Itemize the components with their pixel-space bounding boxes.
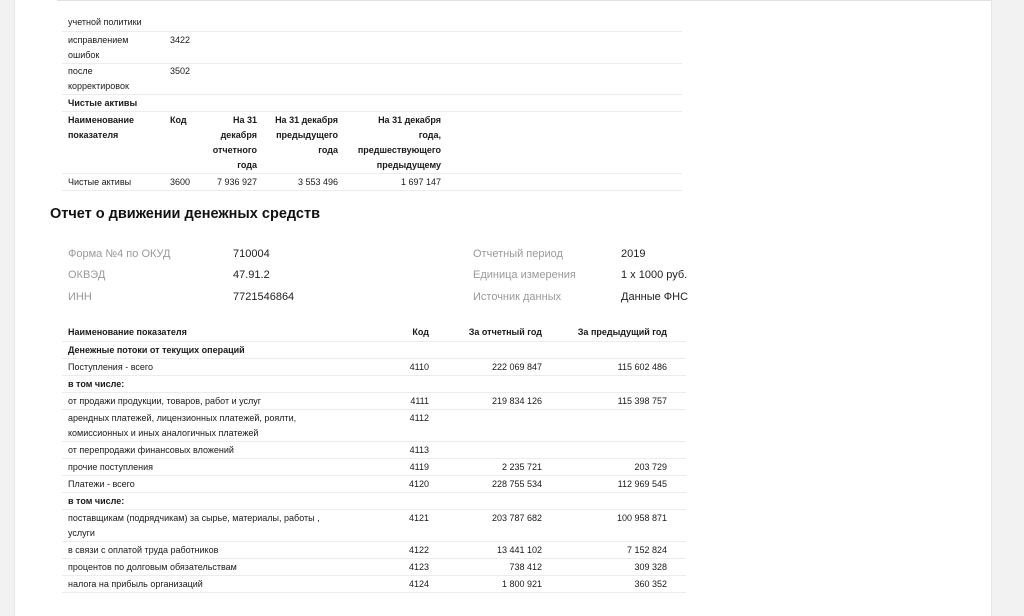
table-row-name-line2: комиссионных и иных аналогичных платежей	[68, 428, 259, 438]
meta-label-okud: Форма №4 по ОКУД	[68, 248, 171, 260]
meta-label-period: Отчетный период	[473, 248, 563, 260]
top-divider	[57, 0, 991, 1]
table-row-name: прочие поступления	[68, 462, 154, 472]
table-header-code: Код	[412, 327, 429, 337]
meta-label-source: Источник данных	[473, 291, 562, 303]
row-divider	[62, 592, 686, 593]
cash-flow-title: Отчет о движении денежных средств	[50, 206, 320, 222]
table-row-code: 4113	[409, 445, 429, 455]
table-row-code: 4112	[409, 413, 429, 423]
table-row-previous: 7 152 824	[626, 545, 667, 555]
table-row-name: Платежи - всего	[68, 479, 135, 489]
table-row-name: в связи с оплатой труда работников	[68, 545, 219, 555]
meta-value-okved: 47.91.2	[233, 269, 270, 281]
section-net-assets: Чистые активы	[68, 98, 138, 108]
table-row-previous: 100 958 871	[616, 513, 667, 523]
table-section-label: Денежные потоки от текущих операций	[68, 345, 245, 355]
row-name-line2: корректировок	[68, 81, 129, 91]
header-c3-line3: предшествующего	[357, 145, 441, 155]
row-divider	[62, 341, 686, 342]
table-header-name: Наименование показателя	[68, 327, 187, 337]
header-c1-line3: отчетного	[212, 145, 257, 155]
row-name-line1: после	[68, 66, 93, 76]
table-row-current: 219 834 126	[491, 396, 542, 406]
table-row-current: 738 412	[509, 562, 542, 572]
row-divider	[62, 94, 682, 95]
header-c2-line3: года	[318, 145, 338, 155]
table-header-previous: За предыдущий год	[577, 327, 667, 337]
row-divider	[62, 541, 686, 542]
table-row-code: 4119	[409, 462, 429, 472]
table-row-current: 222 069 847	[491, 362, 542, 372]
meta-label-inn: ИНН	[68, 291, 92, 303]
row-divider	[62, 31, 682, 32]
table-row-previous: 112 969 545	[617, 479, 667, 489]
header-c1-line1: На 31	[232, 115, 257, 125]
header-c1-line2: декабря	[220, 130, 257, 140]
row-divider	[62, 441, 686, 442]
table-row-name: налога на прибыль организаций	[68, 579, 203, 589]
table-row-code: 4110	[409, 362, 429, 372]
table-row-previous: 203 729	[634, 462, 667, 472]
table-row-current: 2 235 721	[501, 462, 542, 472]
row-divider	[62, 358, 686, 359]
table-row-current: 203 787 682	[491, 513, 542, 523]
header-code: Код	[170, 115, 187, 125]
row-divider	[62, 575, 686, 576]
row-code: 3422	[170, 35, 191, 45]
table-row-name: от продажи продукции, товаров, работ и услуг	[68, 396, 262, 406]
header-name-line1: Наименование	[68, 115, 135, 125]
header-c2-line1: На 31 декабря	[275, 115, 338, 125]
table-row-code: 4123	[408, 562, 429, 572]
report-page	[14, 0, 992, 616]
net-assets-row-c2: 3 553 496	[297, 177, 338, 187]
meta-label-unit: Единица измерения	[473, 269, 576, 281]
row-divider	[62, 111, 682, 112]
meta-label-okved: ОКВЭД	[68, 269, 106, 281]
table-row-code: 4122	[408, 545, 429, 555]
header-c1-line4: года	[237, 160, 257, 170]
table-row-name: Поступления - всего	[68, 362, 153, 372]
row-divider	[62, 190, 682, 191]
table-row-current: 228 755 534	[491, 479, 542, 489]
row-divider	[62, 392, 686, 393]
row-divider	[62, 375, 686, 376]
row-name-line1: исправлением	[68, 35, 129, 45]
table-row-previous: 309 328	[634, 562, 667, 572]
row-divider	[62, 492, 686, 493]
table-row-current: 13 441 102	[496, 545, 542, 555]
meta-value-unit: 1 x 1000 руб.	[621, 269, 688, 281]
table-subsection-label: в том числе:	[68, 496, 125, 506]
table-row-code: 4111	[410, 396, 429, 406]
table-header-current: За отчетный год	[468, 327, 542, 337]
meta-value-inn: 7721546864	[233, 291, 295, 303]
meta-value-period: 2019	[621, 248, 646, 260]
header-c3-line2: года,	[418, 130, 441, 140]
table-row-name: от перепродажи финансовых вложений	[68, 445, 234, 455]
table-row-previous: 115 398 757	[617, 396, 667, 406]
header-c3-line4: предыдущему	[376, 160, 441, 170]
row-divider	[62, 173, 682, 174]
table-row-previous: 115 602 486	[617, 362, 667, 372]
table-subsection-label: в том числе:	[68, 379, 125, 389]
meta-value-okud: 710004	[233, 248, 270, 260]
table-row-name-line1: арендных платежей, лицензионных платежей, роялти,	[68, 413, 297, 423]
table-row-code: 4124	[408, 579, 429, 589]
table-row-code: 4120	[408, 479, 429, 489]
net-assets-row-code: 3600	[170, 177, 191, 187]
header-name-line2: показателя	[68, 130, 119, 140]
header-c2-line2: предыдущего	[276, 130, 338, 140]
row-name-line1: учетной политики	[68, 17, 142, 27]
row-divider	[62, 475, 686, 476]
meta-value-source: Данные ФНС	[621, 291, 689, 303]
net-assets-row-c3: 1 697 147	[400, 177, 441, 187]
row-divider	[62, 509, 686, 510]
table-row-code: 4121	[408, 513, 429, 523]
table-row-current: 1 800 921	[501, 579, 542, 589]
header-c3-line1: На 31 декабря	[378, 115, 441, 125]
row-name-line2: ошибок	[68, 50, 100, 60]
table-row-name: процентов по долговым обязательствам	[68, 562, 237, 572]
row-divider	[62, 409, 686, 410]
table-row-name-line2: услуги	[68, 528, 95, 538]
net-assets-row-c1: 7 936 927	[216, 177, 257, 187]
row-code: 3502	[170, 66, 191, 76]
table-row-previous: 360 352	[634, 579, 667, 589]
row-divider	[62, 458, 686, 459]
row-divider	[62, 558, 686, 559]
net-assets-row-name: Чистые активы	[68, 177, 132, 187]
table-row-name-line1: поставщикам (подрядчикам) за сырье, материалы, работы ,	[68, 513, 320, 523]
